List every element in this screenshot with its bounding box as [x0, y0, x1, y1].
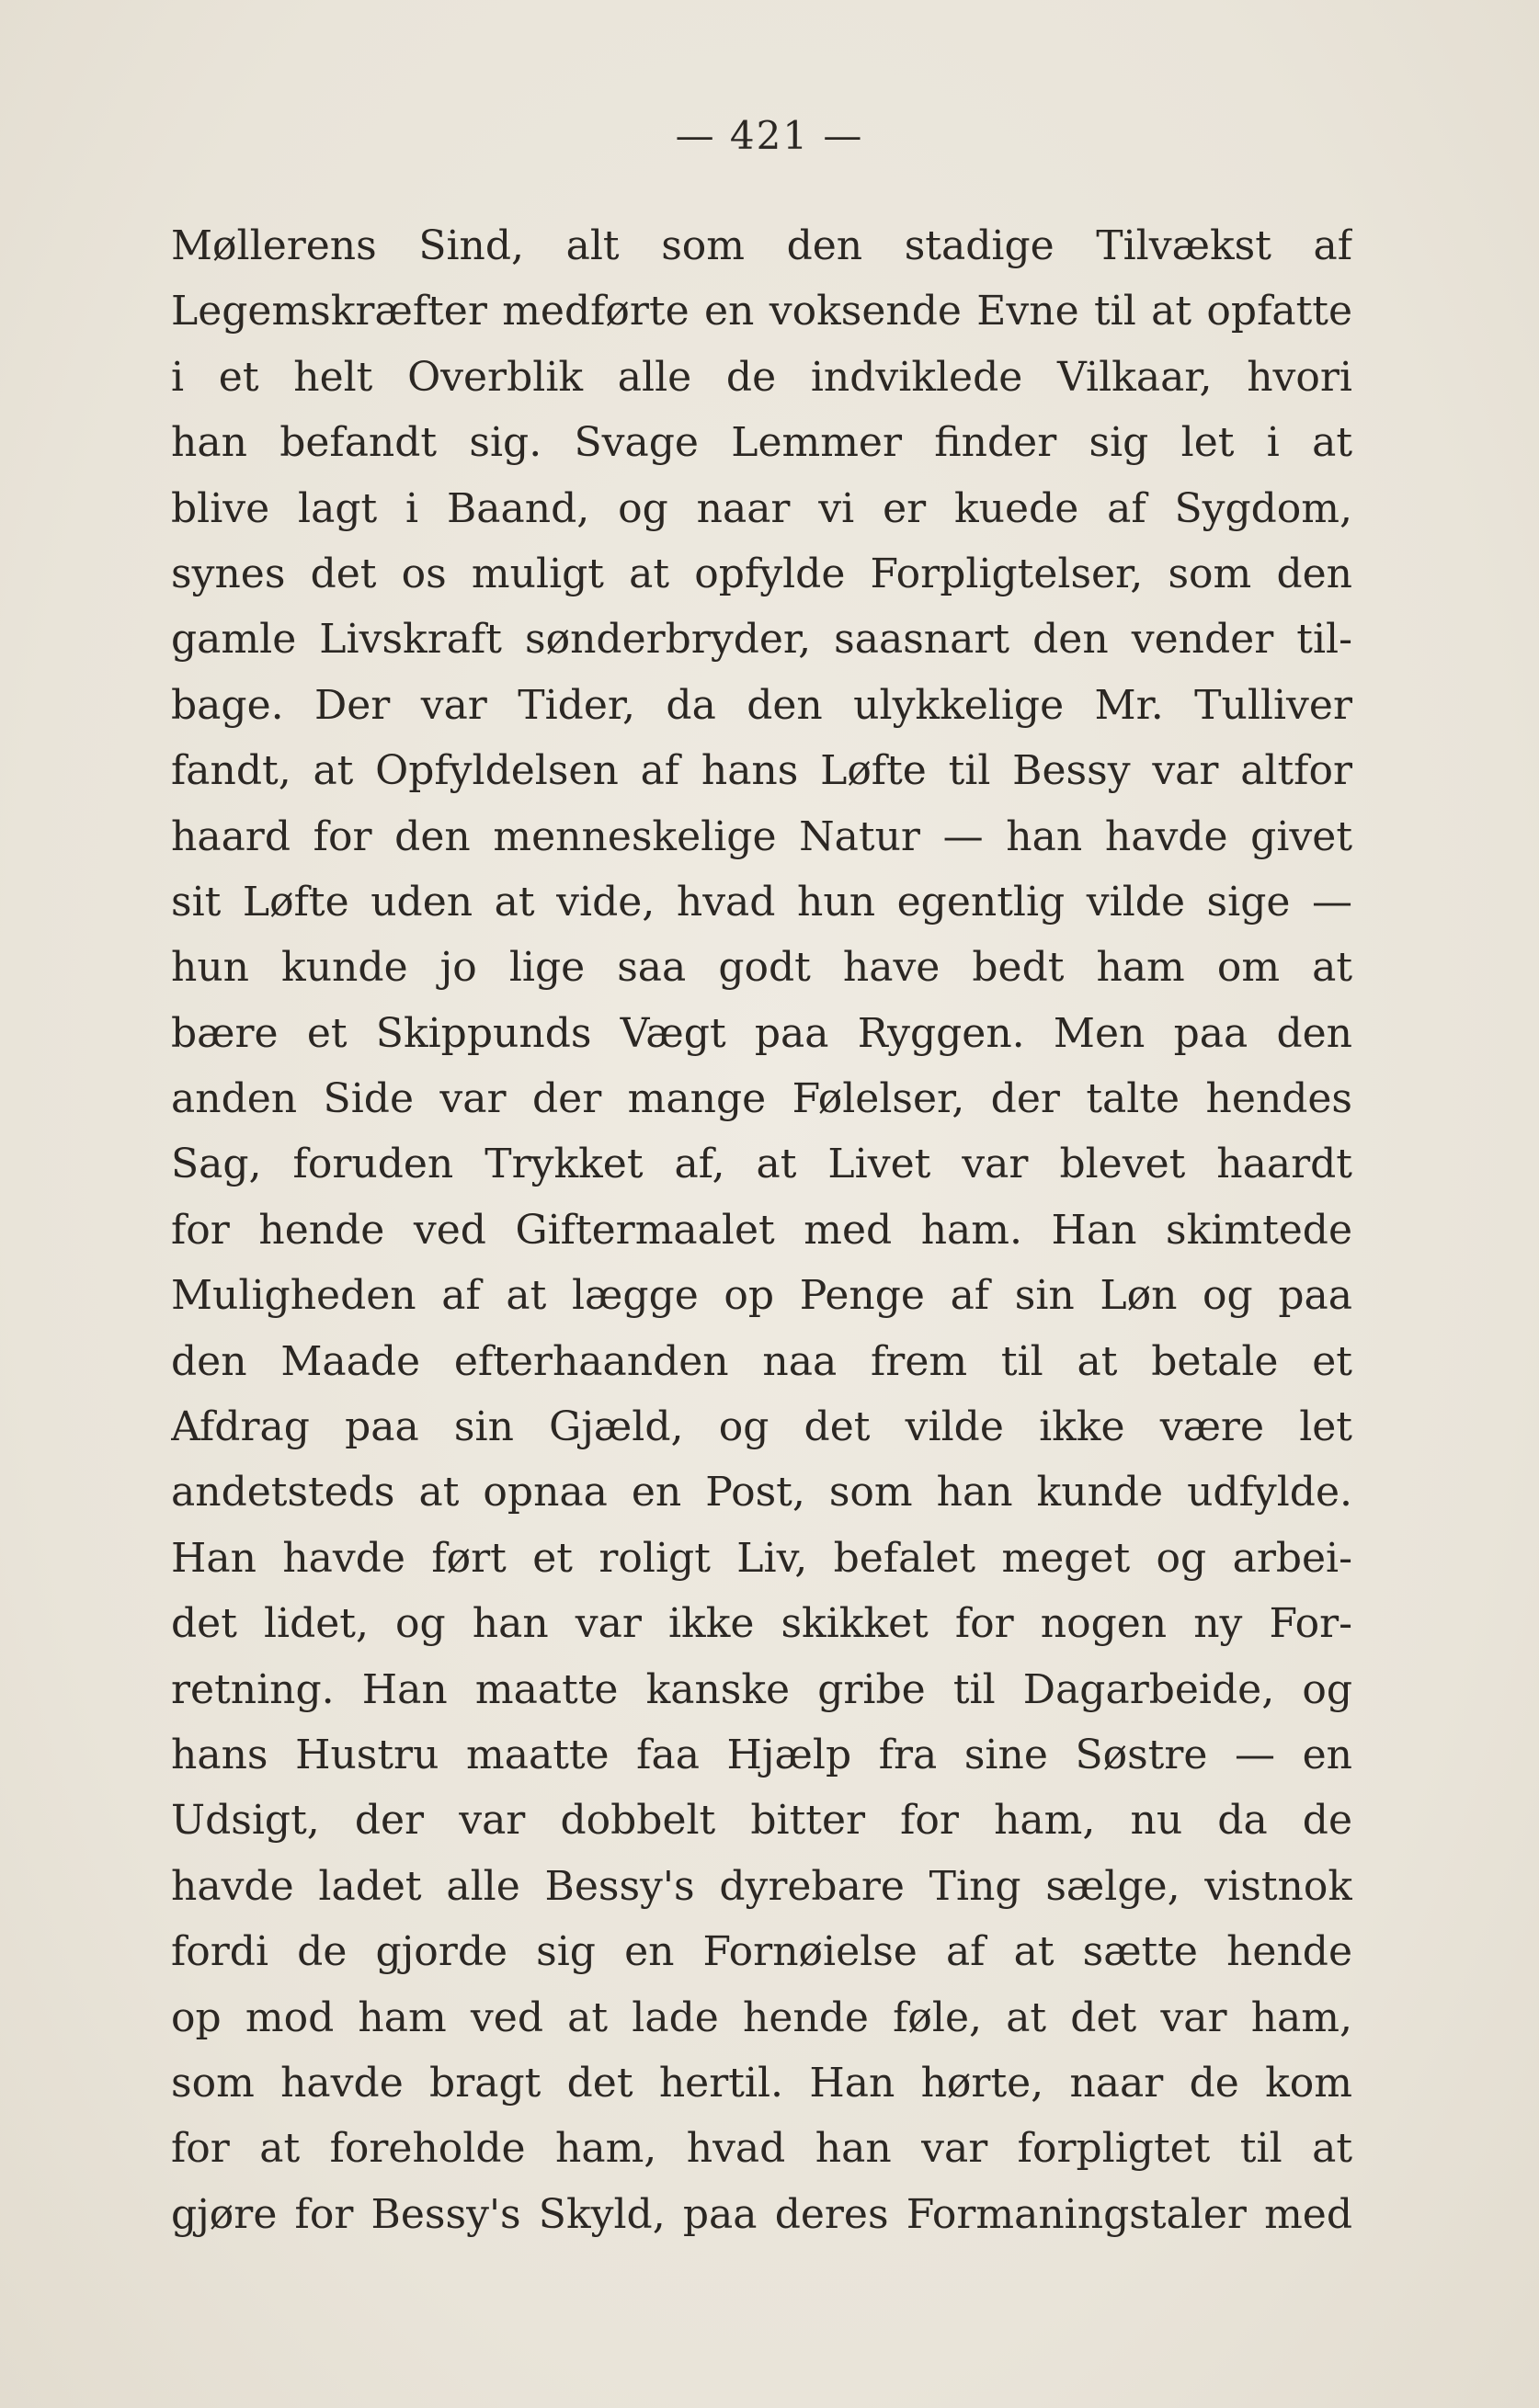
text-line: som havde bragt det hertil. Han hørte, naar de kom	[171, 2059, 1352, 2107]
text-line: den Maade efterhaanden naa frem til at betale et	[171, 1337, 1352, 1385]
text-line: op mod ham ved at lade hende føle, at det var ham,	[171, 1993, 1352, 2041]
text-line: bære et Skippunds Vægt paa Ryggen. Men paa den	[171, 1009, 1352, 1057]
text-line: hans Hustru maatte faa Hjælp fra sine Søstre — en	[171, 1731, 1352, 1778]
text-line: sit Løfte uden at vide, hvad hun egentlig vilde sige —	[171, 878, 1352, 926]
text-line: haard for den menneskelige Natur — han havde givet	[171, 812, 1352, 860]
text-line: Legemskræfter medførte en voksende Evne til at opfatte	[171, 288, 1352, 335]
text-line: Afdrag paa sin Gjæld, og det vilde ikke være let	[171, 1403, 1352, 1451]
text-line: gamle Livskraft sønderbryder, saasnart den vender til-	[171, 616, 1352, 664]
text-line: Muligheden af at lægge op Penge af sin Løn og paa	[171, 1272, 1352, 1320]
text-line: blive lagt i Baand, og naar vi er kuede af Sygdom,	[171, 484, 1352, 532]
text-line: Møllerens Sind, alt som den stadige Tilvækst af	[171, 222, 1352, 269]
body-text	[171, 213, 1352, 2247]
text-line: Han havde ført et roligt Liv, befalet meget og arbei-	[171, 1534, 1352, 1582]
text-line: for at foreholde ham, hvad han var forpligtet til at	[171, 2125, 1352, 2173]
text-line: hun kunde jo lige saa godt have bedt ham om at	[171, 944, 1352, 992]
text-line: Sag, foruden Trykket af, at Livet var blevet haardt	[171, 1141, 1352, 1188]
text-line: for hende ved Giftermaalet med ham. Han skimtede	[171, 1206, 1352, 1254]
page-number: — 421 —	[675, 113, 864, 158]
text-line: andetsteds at opnaa en Post, som han kunde udfylde.	[171, 1469, 1352, 1516]
text-line: havde ladet alle Bessy's dyrebare Ting sælge, vistnok	[171, 1862, 1352, 1910]
text-line: i et helt Overblik alle de indviklede Vilkaar, hvori	[171, 353, 1352, 401]
text-line: bage. Der var Tider, da den ulykkelige Mr. Tulliver	[171, 681, 1352, 729]
text-line: anden Side var der mange Følelser, der talte hendes	[171, 1075, 1352, 1123]
text-line: synes det os muligt at opfylde Forpligtelser, som den	[171, 550, 1352, 597]
text-line: retning. Han maatte kanske gribe til Dagarbeide, og	[171, 1665, 1352, 1713]
text-line: fordi de gjorde sig en Fornøielse af at sætte hende	[171, 1928, 1352, 1976]
text-line: fandt, at Opfyldelsen af hans Løfte til Bessy var altfor	[171, 747, 1352, 795]
text-line: det lidet, og han var ikke skikket for nogen ny For-	[171, 1600, 1352, 1648]
text-line: han befandt sig. Svage Lemmer finder sig let i at	[171, 419, 1352, 467]
text-line: Udsigt, der var dobbelt bitter for ham, nu da de	[171, 1797, 1352, 1845]
text-line: gjøre for Bessy's Skyld, paa deres Formaningstaler med	[171, 2190, 1352, 2238]
